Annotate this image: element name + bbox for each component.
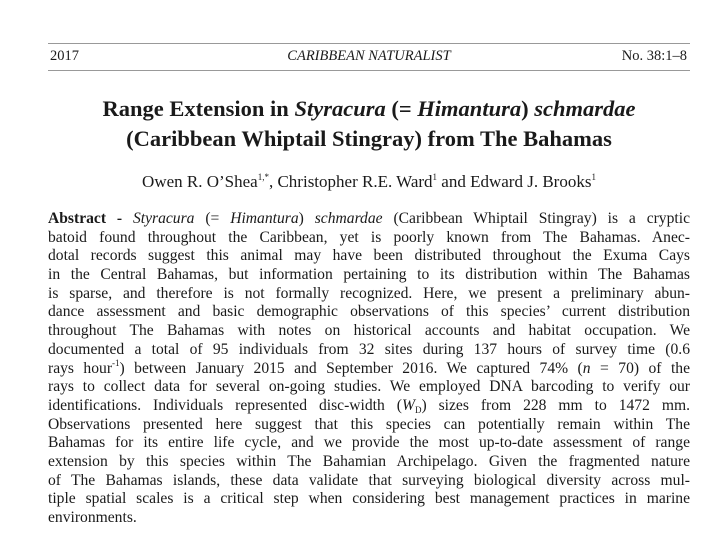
text-run: batoid found throughout the Caribbean, yet is poorly known from The Bahamas. Anec- [48,228,690,246]
text-run: environments. [48,509,137,526]
text-run: (Caribbean Whiptail Stingray) from The Bahamas [126,126,612,151]
text-run: 1 [432,172,438,182]
abstract-line [48,397,690,416]
running-header [48,48,690,66]
abstract-line [48,303,690,322]
text-run: Abstract - [48,210,133,227]
text-run: dotal records suggest this animal may have been distributed throughout the Exuma Cays [48,247,690,265]
text-run: Bahamas for its entire life cycle, and we provide the most up-to-date assessment of range [48,434,690,452]
text-run: in the Central Bahamas, but information pertaining to its distribution within The Bahamas [48,266,690,284]
text-run: Himantura [417,96,522,121]
text-run: , Christopher R.E. Ward [268,172,433,191]
text-run: throughout The Bahamas with notes on historical accounts and habitat occupation. We [48,322,690,340]
text-run: schmardae [314,210,383,227]
text-run: 1,* [257,172,269,182]
text-run: D [414,404,422,415]
text-run: Range Extension in [102,96,295,121]
text-run: Owen R. O’Shea [142,172,258,191]
abstract-line [48,322,690,341]
text-run: = 70) of the [590,359,691,377]
text-run: ) [521,96,535,121]
title-line-2 [48,126,690,152]
abstract-line [48,357,691,379]
text-run: (Caribbean Whiptail Stingray) is a cryptic [382,210,690,227]
abstract-line [48,509,690,528]
abstract-line [48,434,690,453]
text-run: of The Bahamas islands, these data validate that surveying biological diversity across mul- [48,471,690,489]
text-run: W [401,396,415,414]
abstract-line [48,210,690,229]
header-journal: CARIBBEAN NATURALIST [287,48,451,64]
abstract-line [48,472,690,491]
text-run: Styracura [294,96,386,121]
abstract-line [48,247,690,266]
text-run: documented a total of 95 individuals from 32 sites during 137 hours of survey time (0.6 [48,340,690,358]
text-run: ) sizes from 228 mm to 1472 mm. [421,396,690,414]
text-run: and Edward J. Brooks [437,172,592,191]
text-run: rays hour [48,359,113,377]
abstract-line [48,416,690,435]
abstract-line [48,453,690,472]
authors [48,172,690,192]
text-run: (= [194,210,231,227]
text-run: n [582,359,591,377]
title-line-1 [48,96,690,122]
abstract-line [48,378,690,397]
abstract [48,210,690,528]
abstract-line [48,490,690,509]
text-run: is sparse, and therefore is not formally recognized. Here, we present a preliminary abun- [48,284,690,302]
text-run: Himantura [230,210,299,227]
text-run: extension by this species within The Bahamian Archipelago. Given the fragmented nature [48,452,690,470]
text-run: Observations presented here suggest that this species can potentially remain within The [48,415,690,433]
text-run: ) between January 2015 and September 2016. We captured 74% ( [119,359,583,377]
text-run: identifications. Individuals represented disc-width ( [48,396,402,414]
text-run: (= [385,96,418,121]
abstract-line [48,266,690,285]
text-run: 1 [591,172,596,182]
abstract-line [48,229,690,248]
header-issue: No. 38:1–8 [621,48,687,64]
text-run: rays to collect data for several on-going studies. We employed DNA barcoding to verify our [48,378,690,396]
text-run: -1 [112,357,120,368]
header-bottom-rule [48,70,690,71]
header-year: 2017 [50,48,79,64]
header-top-rule [48,43,690,44]
text-run: dance assessment and basic demographic observations of this species’ current distribution [48,303,690,321]
text-run: tiple spatial scales is a critical step when considering best management practices in marine [48,490,690,508]
text-run: ) [298,210,315,227]
abstract-line [48,285,690,304]
text-run: schmardae [534,96,636,121]
abstract-line [48,341,690,360]
text-run: Styracura [132,210,195,227]
